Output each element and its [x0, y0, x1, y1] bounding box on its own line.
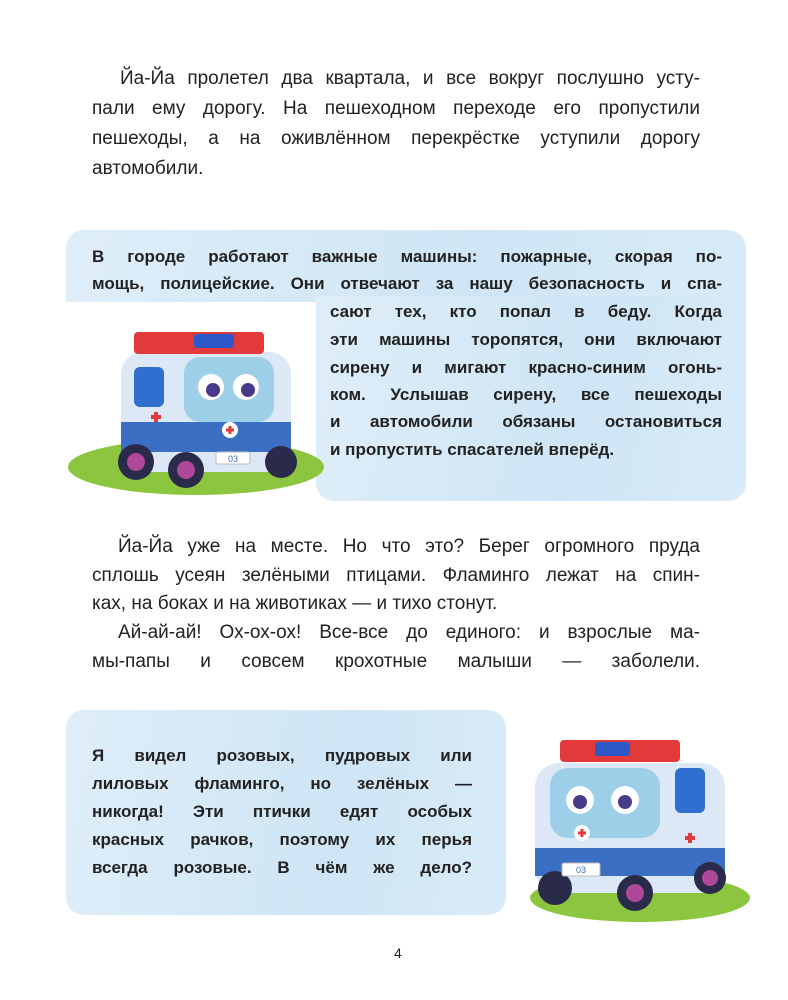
- ambulance-illustration: [500, 718, 750, 923]
- text-line: всегда розовые. В чём же дело?: [92, 858, 472, 877]
- text-line: Я видел розовых, пудровых или: [92, 746, 472, 765]
- text-line: Ай-ай-ай! Ох-ох-ох! Все-все до единого: и взрослые ма-: [118, 622, 700, 643]
- text-line: красных рачков, поэтому их перья: [92, 830, 472, 849]
- text-line: ком. Услышав сирену, все пешеходы: [330, 385, 722, 404]
- text-line: мощь, полицейские. Они отвечают за нашу безопасность и спа-: [92, 274, 722, 293]
- text-line: пешеходы, а на оживлённом перекрёстке уступили дорогу: [92, 128, 700, 149]
- text-line: никогда! Эти птички едят особых: [92, 802, 472, 821]
- license-plate: 03: [227, 454, 239, 464]
- text-line: сирену и мигают красно-синим огонь-: [330, 358, 722, 377]
- text-line: лиловых фламинго, но зелёных —: [92, 774, 472, 793]
- text-line: мы-папы и совсем крохотные малыши — заболели.: [92, 651, 700, 672]
- text-line: В городе работают важные машины: пожарные, скорая по-: [92, 247, 722, 266]
- ambulance-illustration: [66, 312, 326, 497]
- text-line: ках, на боках и на животиках — и тихо стонут.: [92, 593, 498, 614]
- text-line: автомобили.: [92, 158, 204, 179]
- text-line: сплошь усеян зелёными птицами. Фламинго лежат на спин-: [92, 565, 700, 586]
- text-line: и автомобили обязаны остановиться: [330, 412, 722, 431]
- text-line: и пропустить спасателей вперёд.: [330, 440, 615, 459]
- text-line: Йа-Йа уже на месте. Но что это? Берег огромного пруда: [118, 536, 700, 557]
- text-line: эти машины торопятся, они включают: [330, 330, 722, 349]
- license-plate: 03: [575, 865, 587, 875]
- text-line: пали ему дорогу. На пешеходном переходе его пропустили: [92, 98, 700, 119]
- page-number: 4: [394, 945, 402, 961]
- text-line: сают тех, кто попал в беду. Когда: [330, 302, 722, 321]
- text-line: Йа-Йа пролетел два квартала, и все вокруг послушно усту-: [120, 68, 700, 89]
